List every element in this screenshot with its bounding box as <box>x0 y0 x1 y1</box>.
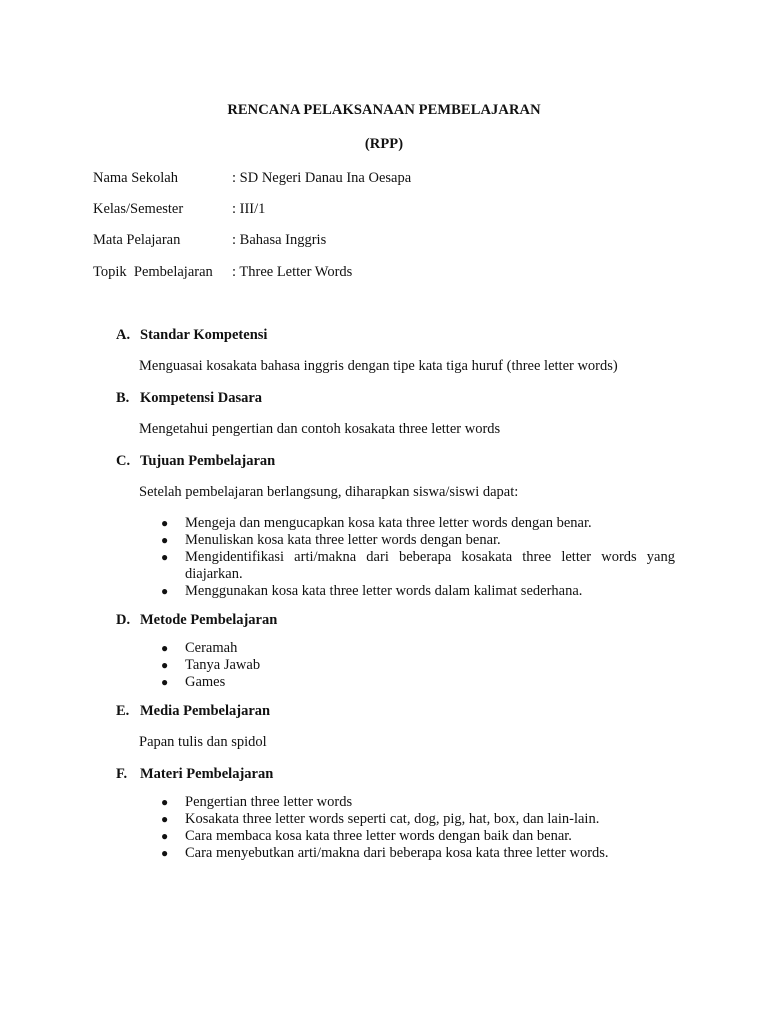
bullet-icon: ● <box>161 533 169 547</box>
field-label: Nama Sekolah <box>93 170 178 186</box>
section-a-text: Menguasai kosakata bahasa inggris dengan tipe kata tiga huruf (three letter words) <box>139 358 618 374</box>
field-subject <box>93 232 693 252</box>
section-e-heading <box>116 703 270 720</box>
field-class-semester <box>93 201 693 221</box>
list-item: ● Cara membaca kosa kata three letter words dengan baik dan benar. <box>161 828 572 844</box>
list-item: ● Menuliskan kosa kata three letter words dengan benar. <box>161 532 501 548</box>
section-c-text: Setelah pembelajaran berlangsung, diharapkan siswa/siswi dapat: <box>139 484 519 500</box>
bullet-icon: ● <box>161 584 169 598</box>
field-school <box>93 170 693 190</box>
bullet-icon: ● <box>161 658 169 672</box>
list-item: ● Kosakata three letter words seperti cat, dog, pig, hat, box, dan lain-lain. <box>161 811 600 827</box>
section-letter: F. <box>116 766 128 782</box>
bullet-icon: ● <box>161 812 169 826</box>
section-b-heading <box>116 390 262 407</box>
section-d-heading <box>116 612 277 629</box>
bullet-icon: ● <box>161 675 169 689</box>
list-item: ● Games <box>161 674 226 690</box>
list-item: ● Mengidentifikasi arti/makna dari beberapa kosakata three letter words yang diajarkan. <box>161 549 675 582</box>
section-d-list <box>161 640 675 691</box>
section-title: Tujuan Pembelajaran <box>140 453 276 469</box>
section-letter: D. <box>116 612 131 628</box>
bullet-icon: ● <box>161 516 169 530</box>
field-value: : Bahasa Inggris <box>232 232 327 248</box>
field-value: : Three Letter Words <box>232 264 353 280</box>
list-item: ● Cara menyebutkan arti/makna dari beberapa kosa kata three letter words. <box>161 845 609 861</box>
section-c-list <box>161 515 675 600</box>
section-title: Standar Kompetensi <box>140 327 268 343</box>
section-letter: B. <box>116 390 130 406</box>
section-letter: C. <box>116 453 131 469</box>
list-item: ● Ceramah <box>161 640 238 656</box>
field-topic <box>93 264 693 284</box>
bullet-icon: ● <box>161 829 169 843</box>
field-label: Kelas/Semester <box>93 201 184 217</box>
section-title: Metode Pembelajaran <box>140 612 278 628</box>
field-value: : SD Negeri Danau Ina Oesapa <box>232 170 412 186</box>
list-item: ● Mengeja dan mengucapkan kosa kata three letter words dengan benar. <box>161 515 592 531</box>
section-letter: E. <box>116 703 130 719</box>
section-title: Media Pembelajaran <box>140 703 271 719</box>
bullet-icon: ● <box>161 550 169 564</box>
list-item: ● Tanya Jawab <box>161 657 261 673</box>
field-value: : III/1 <box>232 201 266 217</box>
section-letter: A. <box>116 327 131 343</box>
section-a-heading <box>116 327 267 344</box>
bullet-icon: ● <box>161 641 169 655</box>
field-label: Mata Pelajaran <box>93 232 181 248</box>
document-subtitle: (RPP) <box>364 136 404 152</box>
list-item: ● Menggunakan kosa kata three letter words dalam kalimat sederhana. <box>161 583 583 599</box>
bullet-icon: ● <box>161 846 169 860</box>
section-b-text: Mengetahui pengertian dan contoh kosakata three letter words <box>139 421 501 437</box>
field-label: Topik Pembelajaran <box>93 264 213 280</box>
section-title: Kompetensi Dasara <box>140 390 263 406</box>
section-title: Materi Pembelajaran <box>140 766 274 782</box>
section-c-heading <box>116 453 275 470</box>
section-f-heading <box>116 766 273 783</box>
bullet-icon: ● <box>161 795 169 809</box>
section-e-text: Papan tulis dan spidol <box>139 734 267 750</box>
section-f-list <box>161 794 675 862</box>
list-item: ● Pengertian three letter words <box>161 794 353 810</box>
document-title: RENCANA PELAKSANAAN PEMBELAJARAN <box>227 102 541 118</box>
